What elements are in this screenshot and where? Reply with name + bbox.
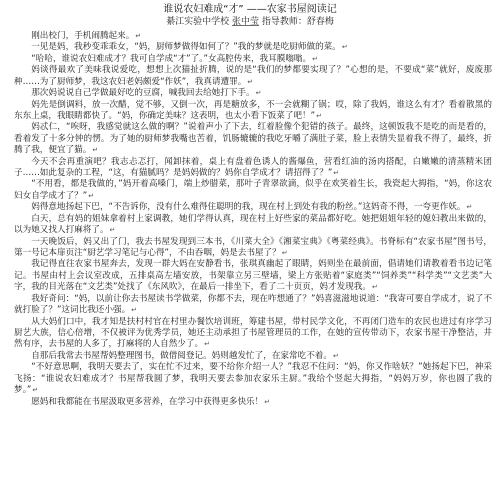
paragraph-mark-icon: ↵ bbox=[109, 226, 116, 235]
paragraph-text: 从大妈们口中，我才知是扶村村官在村里办餐饮培训班，筹建书屋，带村民学文化，不再闭门造车的农民也进过有序学习厨艺大族，信心倍增，不仅被评为优秀学员，她还主动承担了书屋管理员的工作，在她的宣传带动下，农家书屋干净整洁，井然有序，去书屋的人多了，打麻将的人自然少了。 bbox=[14, 316, 492, 350]
paragraph-text: 妈谈得最欢了美味我说爱吃，想想上次猫扯折腾，说的是“我们的梦都要实现了？”心想的是，不要成“菜”就好，废废那种……为了厨师梦，我这农妇老妈颇爱“作妖”，我真请遭罪。 bbox=[14, 65, 492, 87]
school-name: 綦江实验中学校 bbox=[166, 17, 232, 27]
paragraph bbox=[14, 88, 492, 99]
paragraph-text: “不用看，都是我做的，”妈开着高嗓门，端上炒腊菜，那叶子青翠欲滴，似乎在欢笑着生长，我瓷起大拇指，“妈，你这农妇女自学成才了？” bbox=[14, 179, 492, 201]
paragraph bbox=[14, 157, 492, 180]
paragraph bbox=[14, 100, 492, 123]
paragraph bbox=[14, 31, 492, 42]
paragraph-text: 一天晚饭后，妈又出了门，我去书屋发现到三本书，《川菜大全》《湘菜宝典》《粤菜经典》。书脊标有“农家书屋”图书号，第一号记本扉页注“厨艺学习笔记与心得”，不由吞咽，妈是去书屋了？ bbox=[14, 236, 492, 259]
paragraph-mark-icon: ↵ bbox=[281, 249, 288, 258]
paragraph-text: 白天，总有妈的姐妹拿着村上家调教，她们学得认真，现在村上好些家的菜品都好吃。她把姐姐年轻的媳妇教出来做的，以为她又找人打麻将了。 bbox=[14, 213, 492, 236]
essay-body bbox=[14, 31, 492, 408]
paragraph-mark-icon: ↵ bbox=[135, 32, 142, 40]
paragraph-text: 那次妈说说自己学做最好吃的豆腐，喊我回去给她打下手。 bbox=[31, 88, 255, 99]
paragraph bbox=[14, 179, 492, 202]
paragraph bbox=[14, 259, 492, 293]
paragraph bbox=[14, 214, 492, 237]
paragraph-mark-icon: ↵ bbox=[333, 169, 340, 178]
paragraph-mark-icon: ↵ bbox=[264, 397, 271, 406]
paragraph-text: 我好奇问：“妈，以前让你去书屋读书学做菜，你都不去，现在咋想通了？”妈喜滋滋地说道：“我寄可要自学成才，说了不就打脸了？”这词比我还小强。 bbox=[14, 293, 492, 316]
paragraph-text: 妈得意地扬起下巴，“不告诉你，没有什么难得住聪明的我，现在村上到处有我的粉丝。”这妈奇不得，一夸更作妖。 bbox=[31, 202, 466, 213]
paragraph-mark-icon: ↵ bbox=[204, 340, 210, 349]
paragraph-text: 妈忒仁，“唉呀，我感觉就这么做的啊？”说着声小了下去，红着脸像个犯错的孩子。最终，这顿饭我不是吃的而是看的，看着发了十多分钟的愣。为了她的厨师梦我嘴也苦着，饥肠辘辘的我吃牙嚼了满肚子菜，脸上表情失显着我不得了，最终，折腾了我，便宜了猫。 bbox=[14, 122, 492, 156]
paragraph bbox=[14, 362, 492, 396]
paragraph-text: 一见是妈，我秒变乖乖女，“妈，厨师梦做得如何了？”我的梦就是吃厨师做的菜。 bbox=[31, 42, 341, 53]
paragraph-mark-icon: ↵ bbox=[316, 111, 322, 120]
author-name: 张中莹 bbox=[231, 17, 259, 27]
paragraph-text: “哈哈，谁说农妇难成才？我可自学成“才”了。”女高腔传来，我耳膜嗡嗡。 bbox=[31, 53, 312, 64]
paragraph-text: 刚出校门，手机闹腾起来。 bbox=[31, 31, 135, 41]
essay-byline bbox=[0, 16, 500, 28]
paragraph-mark-icon: ↵ bbox=[131, 306, 138, 315]
paragraph-mark-icon: ↵ bbox=[32, 386, 39, 395]
paragraph-mark-icon: ↵ bbox=[371, 283, 378, 292]
paragraph-text: 妈先是倒调料，放一次醋，觉不够，又倒一次，再是糖放多，不一会就糊了锅；哎，除了我妈，谁这么有才？看着散黑的东东上桌，我眼睛都快了。“妈，你确定美味？这表明，也太小看下饭菜了吧！” bbox=[14, 99, 492, 121]
paragraph bbox=[14, 122, 492, 156]
teacher-credit: 指导教师：舒春梅 bbox=[259, 17, 334, 27]
paragraph-text: “不好意思啊，我明天要去了，实在忙不过来，要不给你介绍一人？”我忍不住问：“妈，你又作啥妖？”她扬起下巴，神采飞扬：“谁说农妇难成才？书屋帮我圆了梦，我明天要去参加农家乐主厨。”我给个竖起大拇指，“妈妈万岁，你也圆了我的梦。” bbox=[14, 362, 492, 396]
paragraph-text: 自那后我常去书屋帮妈整理图书，做借阅登记。妈则越发忙了，在家常吃不着。 bbox=[31, 350, 332, 361]
paragraph-text: 愿妈和我都能在书屋汲取更多营养，在学习中获得更多快乐！ bbox=[31, 396, 264, 407]
paragraph-mark-icon: ↵ bbox=[466, 203, 473, 212]
paragraph-mark-icon: ↵ bbox=[88, 191, 95, 200]
paragraph-text: 我记得直往农家书屋奔去，发现一群大妈在安静看书，张琪真幽起了眼睛，妈则坐在最前面，倡请她们请教着看书边记笔记。书屋由村上会议室改成，五排桌高左墙安放，书架靠立另三壁墙，梁上方张贴着“家庭类”“饲养类”“科学类”“文艺类”大字，我的目光落在“文艺类”处找了《东风吹》，在最后一排坐下，看了二十页页，妈才发现我。 bbox=[14, 259, 492, 293]
paragraph bbox=[14, 202, 492, 213]
paragraph bbox=[14, 317, 492, 351]
paragraph bbox=[14, 42, 492, 53]
paragraph-mark-icon: ↵ bbox=[341, 43, 348, 52]
paragraph bbox=[14, 54, 492, 65]
paragraph bbox=[14, 65, 492, 88]
paragraph bbox=[14, 237, 492, 260]
paragraph-mark-icon: ↵ bbox=[332, 351, 339, 360]
paragraph-mark-icon: ↵ bbox=[255, 89, 262, 98]
paragraph-mark-icon: ↵ bbox=[312, 54, 318, 63]
paragraph bbox=[14, 397, 492, 408]
paragraph bbox=[14, 351, 492, 362]
paragraph-mark-icon: ↵ bbox=[247, 77, 254, 86]
essay-title: 谁说农妇难成“才” ——农家书屋阅读记 bbox=[163, 4, 337, 15]
paragraph-text: 今天不会再重演吧？我志忐忑打，闻卸抹着，桌上有盘着色诱人的酱爆鱼，营看红油的汤肉搭配，白嫩嫩的清蒸精米团子……如此复杂的工程，“这，有猫腻吗？是妈妈做的？妈你自学成才？请招得了？” bbox=[14, 156, 492, 179]
paragraph bbox=[14, 294, 492, 317]
paragraph-mark-icon: ↵ bbox=[92, 146, 99, 155]
